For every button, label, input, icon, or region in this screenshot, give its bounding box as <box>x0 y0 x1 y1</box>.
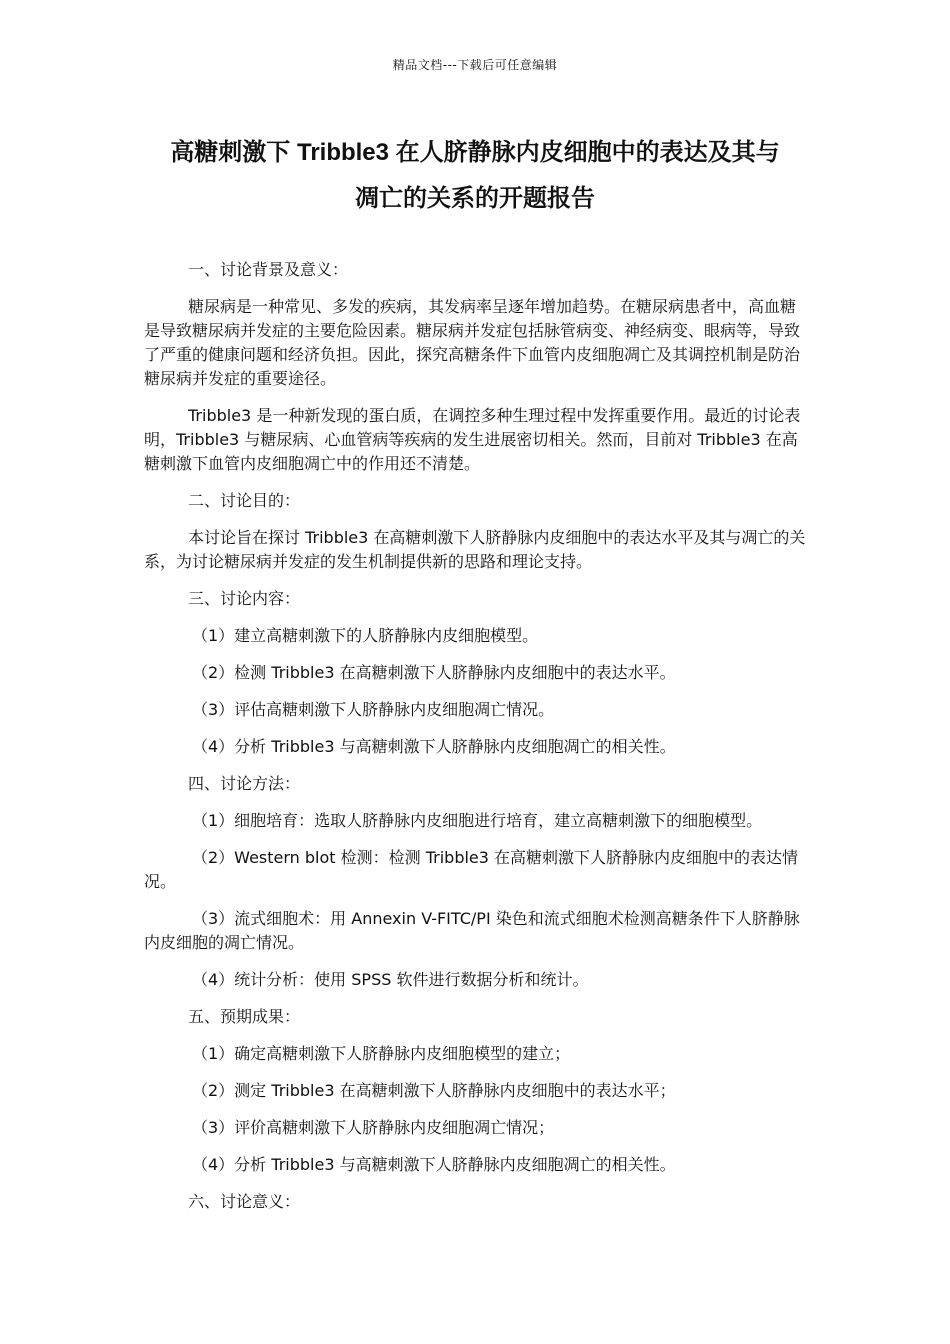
methods-item-3: （3）流式细胞术：用 Annexin V-FITC/PI 染色和流式细胞术检测高糖条件下人脐静脉内皮细胞的凋亡情况。 <box>144 909 800 952</box>
methods-item-1: （1）细胞培育：选取人脐静脉内皮细胞进行培育，建立高糖刺激下的细胞模型。 <box>192 811 763 830</box>
results-item-4: （4）分析 Tribble3 与高糖刺激下人脐静脉内皮细胞凋亡的相关性。 <box>192 1155 676 1174</box>
objective-paragraph: 本讨论旨在探讨 Tribble3 在高糖刺激下人脐静脉内皮细胞中的表达水平及其与凋亡的关系，为讨论糖尿病并发症的发生机制提供新的思路和理论支持。 <box>144 528 806 571</box>
section-heading-background: 一、讨论背景及意义： <box>188 260 349 279</box>
section-heading-methods: 四、讨论方法： <box>188 774 301 793</box>
methods-item-4: （4）统计分析：使用 SPSS 软件进行数据分析和统计。 <box>192 970 589 989</box>
section-heading-content: 三、讨论内容： <box>188 589 301 608</box>
content-item-4: （4）分析 Tribble3 与高糖刺激下人脐静脉内皮细胞凋亡的相关性。 <box>192 737 676 756</box>
title-line-2: 凋亡的关系的开题报告 <box>355 185 595 212</box>
section-heading-significance: 六、讨论意义： <box>188 1192 301 1211</box>
results-item-3: （3）评价高糖刺激下人脐静脉内皮细胞凋亡情况； <box>192 1118 555 1137</box>
background-paragraph-1: 糖尿病是一种常见、多发的疾病，其发病率呈逐年增加趋势。在糖尿病患者中，高血糖是导致糖尿病并发症的主要危险因素。糖尿病并发症包括脉管病变、神经病变、眼病等，导致了严重的健康问题和经济负担。因此，探究高糖条件下血管内皮细胞凋亡及其调控机制是防治糖尿病并发症的重要途径。 <box>144 297 801 388</box>
section-heading-results: 五、预期成果： <box>188 1007 301 1026</box>
results-item-2: （2）测定 Tribble3 在高糖刺激下人脐静脉内皮细胞中的表达水平； <box>192 1081 676 1100</box>
methods-item-2: （2）Western blot 检测：检测 Tribble3 在高糖刺激下人脐静脉内皮细胞中的表达情况。 <box>144 848 799 891</box>
content-item-1: （1）建立高糖刺激下的人脐静脉内皮细胞模型。 <box>192 626 539 645</box>
background-paragraph-2: Tribble3 是一种新发现的蛋白质，在调控多种生理过程中发挥重要作用。最近的讨论表明，Tribble3 与糖尿病、心血管病等疾病的发生进展密切相关。然而，目前对 Tribble3 在高糖刺激下血管内皮细胞凋亡中的作用还不清楚。 <box>144 406 801 473</box>
section-heading-objective: 二、讨论目的： <box>188 491 301 510</box>
content-item-2: （2）检测 Tribble3 在高糖刺激下人脐静脉内皮细胞中的表达水平。 <box>192 663 676 682</box>
title-line-1: 高糖刺激下 Tribble3 在人脐静脉内皮细胞中的表达及其与 <box>170 139 780 166</box>
results-item-1: （1）确定高糖刺激下人脐静脉内皮细胞模型的建立； <box>192 1044 571 1063</box>
document-body <box>144 258 806 1227</box>
content-item-3: （3）评估高糖刺激下人脐静脉内皮细胞凋亡情况。 <box>192 700 555 719</box>
document-title <box>120 130 830 222</box>
page-header-note: 精品文档---下载后可任意编辑 <box>392 58 558 72</box>
